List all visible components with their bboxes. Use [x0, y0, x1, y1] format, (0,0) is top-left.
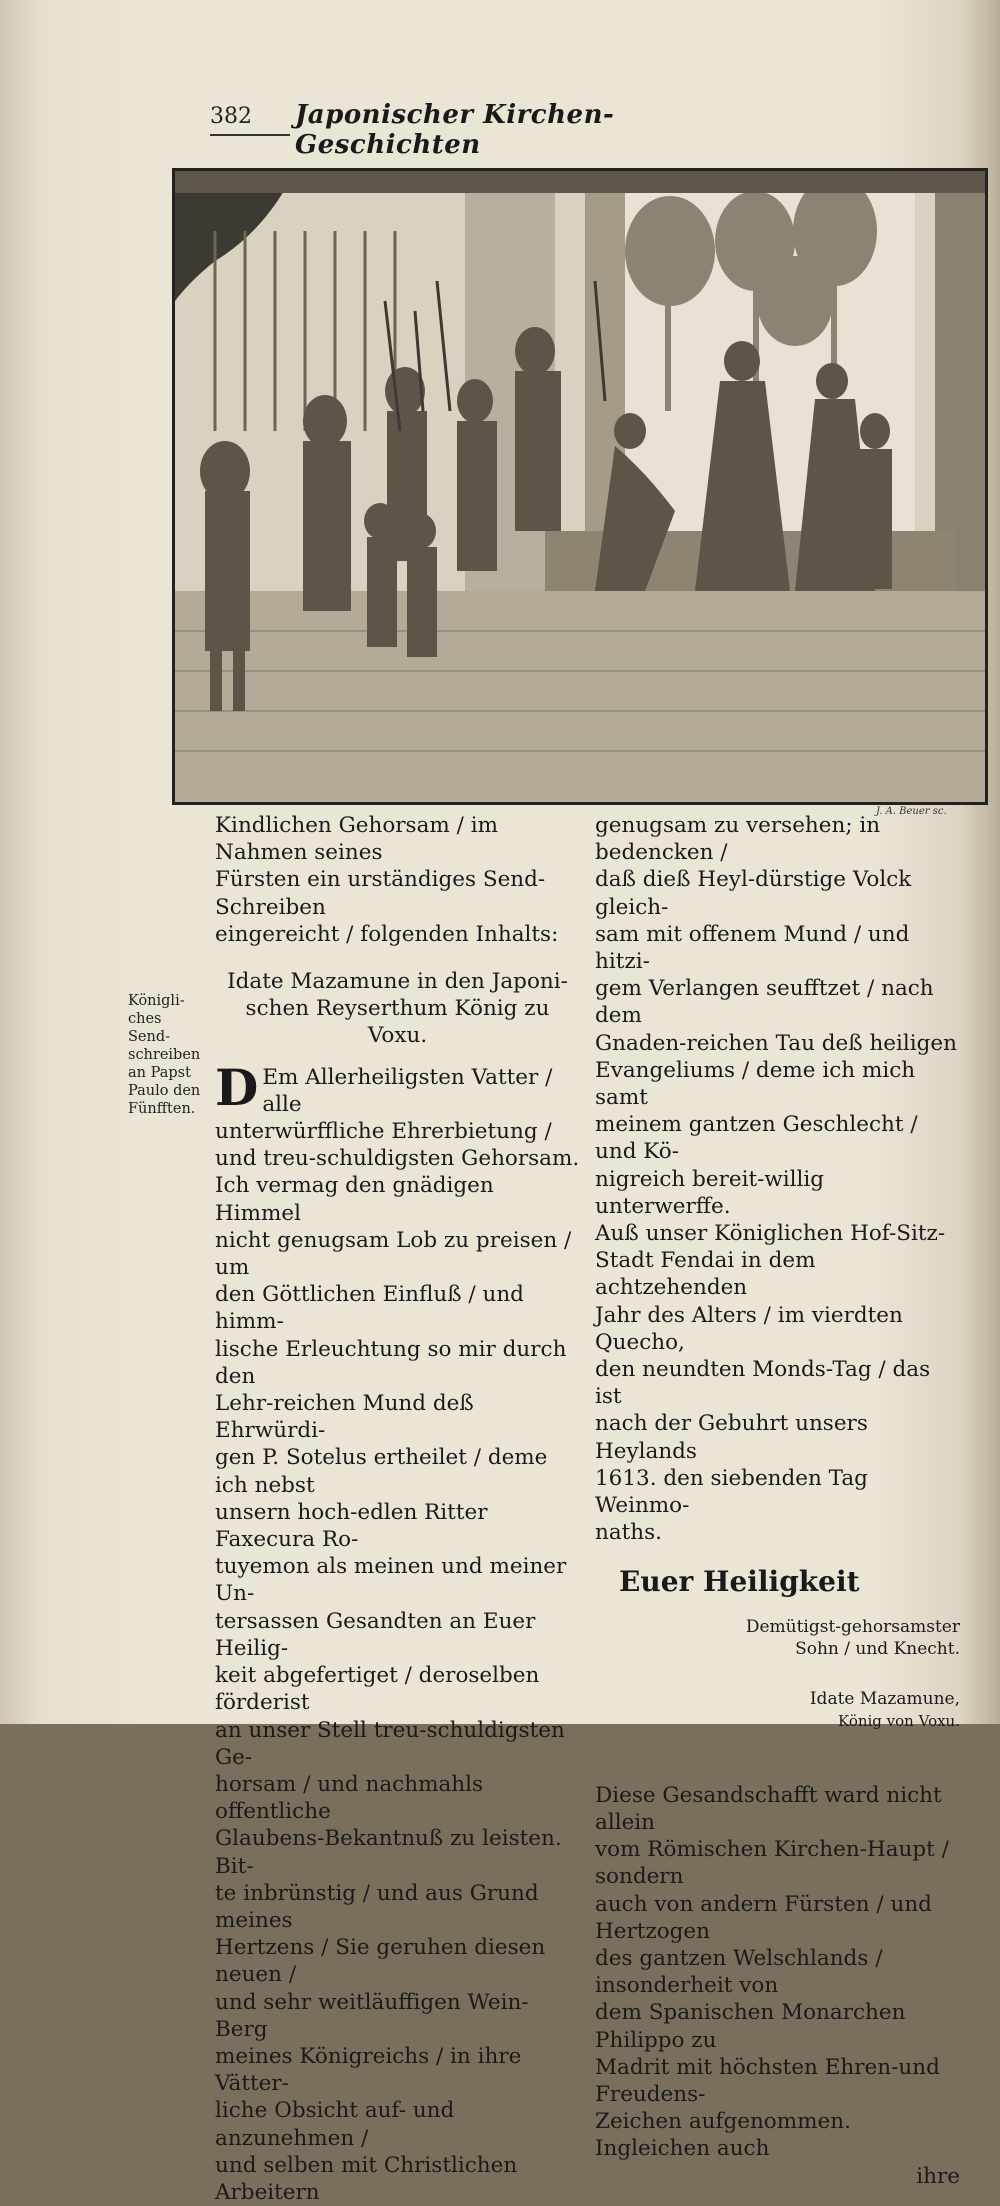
- left-text-column: [215, 812, 580, 2206]
- text-line: und sehr weitläuffigen Wein-Berg: [215, 1989, 529, 2042]
- letter-title-line: schen Reyserthum König zu: [245, 996, 550, 1022]
- running-title: Japonischer Kirchen-Geschichten: [295, 100, 615, 160]
- marginal-line: Fünfften.: [128, 1101, 196, 1117]
- right-text-column: [595, 812, 960, 2190]
- text-line: Jahr des Alters / im vierdten Quecho,: [595, 1302, 903, 1355]
- signature-name: [595, 1688, 960, 1732]
- text-line: nigreich bereit-willig unterwerffe.: [595, 1166, 825, 1219]
- marginal-line: ches Send-: [128, 1011, 171, 1045]
- marginal-line: schreiben: [128, 1047, 201, 1063]
- text-line: tuyemon als meinen und meiner Un-: [215, 1554, 567, 1607]
- text-line: Diese Gesandschafft ward nicht allein: [595, 1782, 942, 1835]
- text-line: Fürsten ein urständiges Send-Schreiben: [215, 867, 546, 920]
- letter-title-line: Voxu.: [367, 1023, 428, 1049]
- signature-closing: [595, 1616, 960, 1660]
- marginal-line: Paulo den: [128, 1083, 201, 1099]
- text-line: vom Römischen Kirchen-Haupt / sondern: [595, 1837, 949, 1890]
- text-line: tersassen Gesandten an Euer Heilig-: [215, 1608, 536, 1661]
- text-line: den Göttlichen Einfluß / und himm-: [215, 1282, 524, 1335]
- text-line: unsern hoch-edlen Ritter Faxecura Ro-: [215, 1499, 488, 1553]
- text-line: unterwürffliche Ehrerbietung /: [215, 1119, 552, 1145]
- text-line: daß dieß Heyl-dürstige Volck gleich-: [595, 867, 912, 920]
- text-line: auch von andern Fürsten / und Hertzogen: [595, 1891, 932, 1944]
- text-line: sam mit offenem Mund / und hitzi-: [595, 921, 910, 975]
- engraving-scene: [175, 171, 985, 802]
- text-line: Gnaden-reichen Tau deß heiligen: [595, 1030, 957, 1056]
- text-line: nach der Gebuhrt unsers Heylands: [595, 1411, 868, 1464]
- header-rule: [210, 134, 290, 136]
- drop-cap: D: [215, 1057, 259, 1117]
- text-line: Stadt Fendai in dem achtzehenden: [595, 1248, 816, 1301]
- signature-line: Sohn / und Knecht.: [795, 1638, 960, 1659]
- signature-line: Idate Mazamune,: [809, 1688, 960, 1709]
- marginal-line: an Papst: [128, 1065, 191, 1081]
- text-line: Zeichen aufgenommen. Ingleichen auch: [595, 2109, 851, 2162]
- text-line: meinem gantzen Geschlecht / und Kö-: [595, 1112, 918, 1165]
- text-line: Hertzens / Sie geruhen diesen neuen /: [215, 1935, 546, 1988]
- text-line: Auß unser Königlichen Hof-Sitz-: [595, 1221, 946, 1247]
- text-line: horsam / und nachmahls offentliche: [215, 1771, 484, 1825]
- text-line: keit abgefertiget / deroselben förderist: [215, 1663, 540, 1716]
- text-line: gen P. Sotelus ertheilet / deme ich nebst: [215, 1445, 548, 1498]
- text-line: Madrit mit höchsten Ehren-und Freudens-: [595, 2054, 940, 2107]
- text-line: lische Erleuchtung so mir durch den: [215, 1336, 567, 1389]
- text-line: an unser Stell treu-schuldigsten Ge-: [215, 1717, 565, 1770]
- text-line: Ich vermag den gnädigen Himmel: [215, 1173, 494, 1226]
- page-number: 382: [210, 104, 252, 129]
- text-line: Glaubens-Bekantnuß zu leisten. Bit-: [215, 1826, 562, 1879]
- text-line: nicht genugsam Lob zu preisen / um: [215, 1227, 572, 1281]
- text-line: des gantzen Welschlands / insonderheit von: [595, 1945, 883, 1999]
- signature-line: König von Voxu.: [838, 1711, 960, 1730]
- text-line: den neundten Monds-Tag / das ist: [595, 1357, 931, 1410]
- letter-title: [215, 968, 580, 1050]
- text-line: genugsam zu versehen; in bedencken /: [595, 813, 881, 866]
- text-line: gem Verlangen seufftzet / nach dem: [595, 976, 934, 1029]
- text-line: und selben mit Christlichen Arbeitern: [215, 2152, 518, 2205]
- text-line: meines Königreichs / in ihre Vätter-: [215, 2043, 522, 2097]
- text-line: Em Allerheiligsten Vatter / alle: [262, 1064, 553, 1117]
- text-line: ihre: [916, 2163, 960, 2189]
- text-line: dem Spanischen Monarchen Philippo zu: [595, 2000, 906, 2053]
- text-line: eingereicht / folgenden Inhalts:: [215, 921, 559, 947]
- text-line: Kindlichen Gehorsam / im Nahmen seines: [215, 813, 498, 866]
- text-line: Evangeliums / deme ich mich samt: [595, 1057, 916, 1111]
- letter-title-line: Idate Mazamune in den Japoni-: [227, 969, 568, 995]
- engraving-illustration: [172, 168, 988, 805]
- text-line: te inbrünstig / und aus Grund meines: [215, 1880, 539, 1933]
- page-header: [210, 100, 770, 160]
- text-line: und treu-schuldigsten Gehorsam.: [215, 1146, 580, 1172]
- text-line: naths.: [595, 1520, 663, 1546]
- text-line: liche Obsicht auf- und anzunehmen /: [215, 2098, 455, 2151]
- marginal-note: [128, 992, 206, 1118]
- engraver-signature: J. A. Beuer sc.: [876, 806, 947, 817]
- text-line: 1613. den siebenden Tag Weinmo-: [595, 1465, 868, 1519]
- marginal-line: Königli-: [128, 993, 185, 1009]
- salutation: Euer Heiligkeit: [619, 1565, 860, 1599]
- signature-line: Demütigst-gehorsamster: [745, 1616, 960, 1637]
- text-line: Lehr-reichen Mund deß Ehrwürdi-: [215, 1391, 474, 1444]
